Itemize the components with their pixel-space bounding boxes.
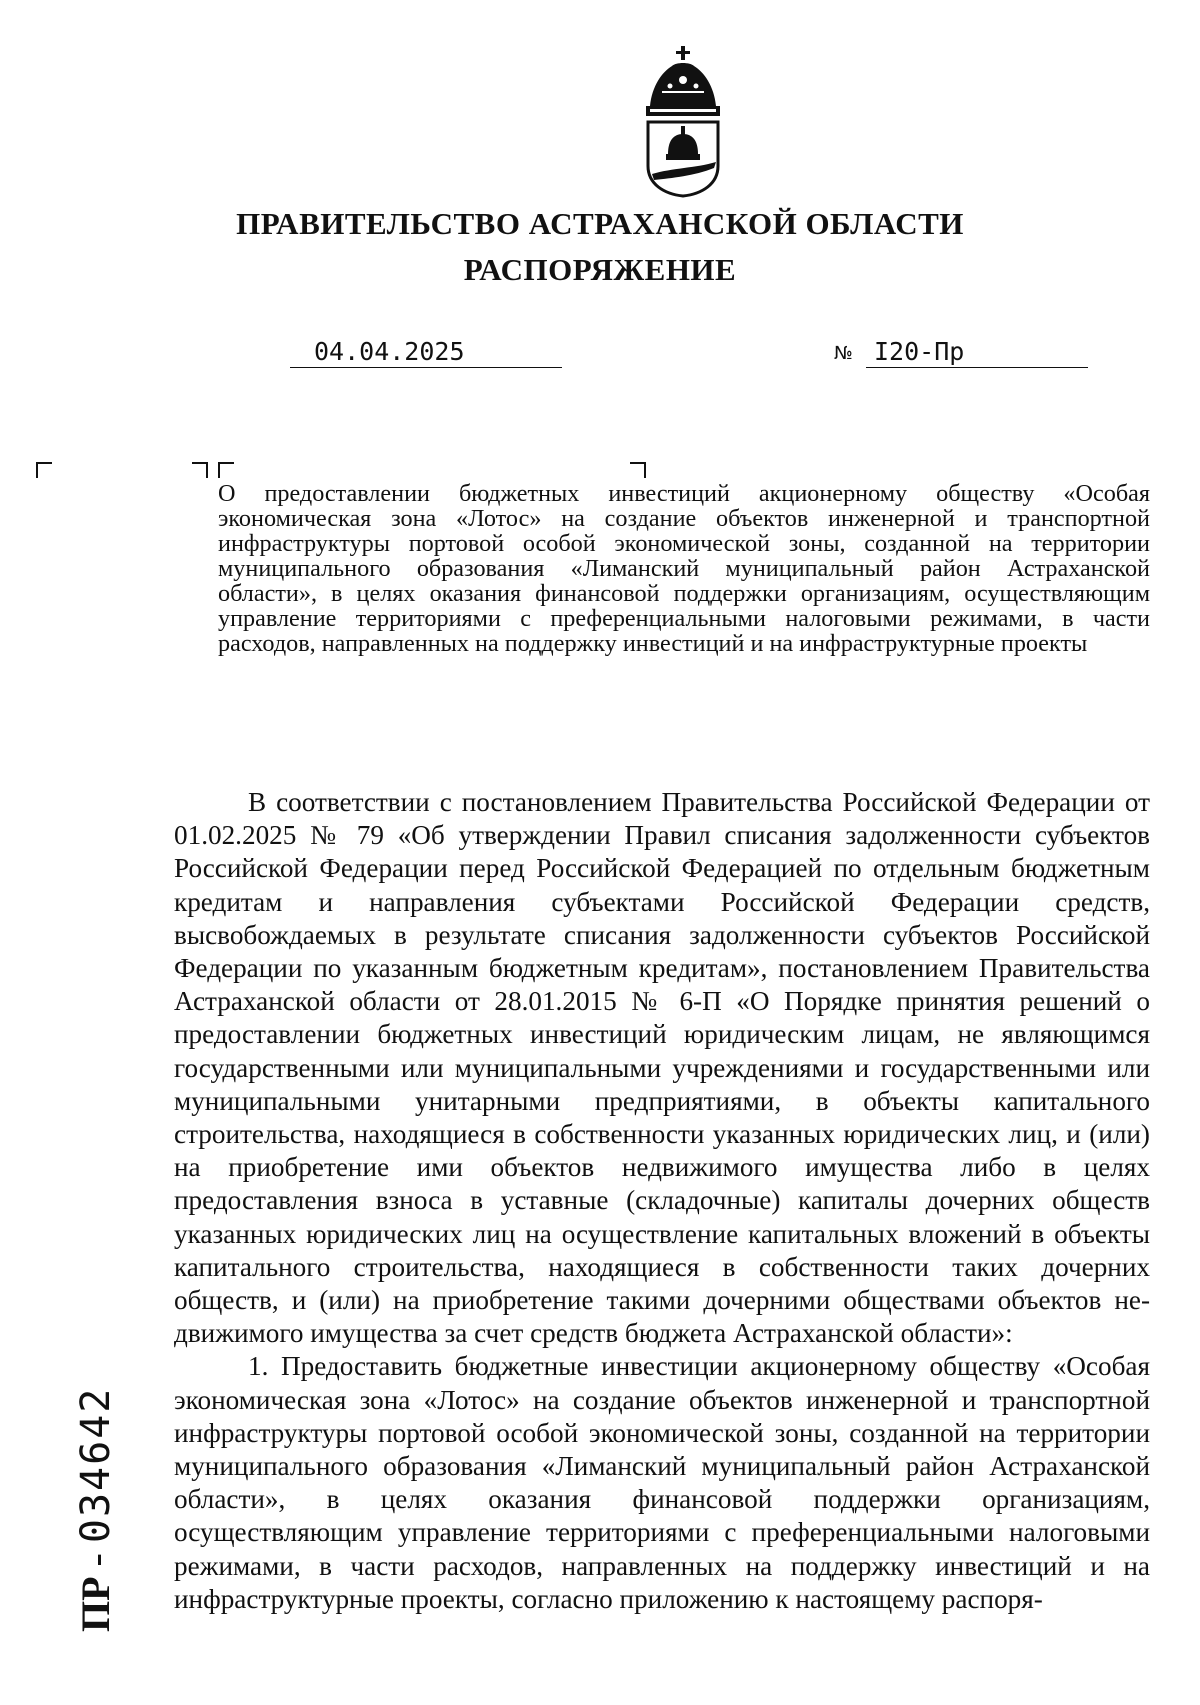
coat-of-arms-icon xyxy=(642,46,724,198)
document-body xyxy=(174,786,1150,1616)
margin-bracket-left xyxy=(36,462,52,478)
preamble-paragraph: В соответствии с постановлением Правительства Российской Федерации от 01.02.2025 № 79 «Об утверждении Правил списания задолженности субъектов Российской Федерации перед Российской Федерацией по отдельным бюджетным кредитам и направления субъектами Российской Федерации средств, высвобождаемых в результате списания задолженности субъектов Российской Федерации по указанным бюджетным кредитам», постановлением Правительства Астраханской области от 28.01.2015 № 6-П «О Порядке принятия решений о предоставлении бюджетных инвестиций юридическим лицам, не являющимся государственными или муниципальными учреждениями и государственными или муниципальными унитарными предприятиями, в объекты капитального строительства, находящиеся в собственности указанных юридических лиц, и (или) на приобретение ими объектов недвижимого имущества либо в целях предоставления взноса в уставные (складочные) капиталы дочерних обществ указанных юридических лиц на осуществление капитальных вложений в объекты капитального строительства, находящиеся в собственности таких дочерних обществ, и (или) на приобретение такими дочерними обществами объектов недвижимого имущества за счет средств бюджета Астраханской области»: xyxy=(174,787,1150,1349)
stamp-serial: 034642 xyxy=(73,1386,119,1544)
document-type: РАСПОРЯЖЕНИЕ xyxy=(463,252,737,287)
document-date: 04.04.2025 xyxy=(290,337,562,368)
stamp-separator: - xyxy=(73,1543,118,1577)
item-1-paragraph: 1. Предоставить бюджетные инвестиции акционерному обществу «Особая экономическая зона «Лотос» на создание объектов инженерной и транспортной инфраструктуры портовой особой экономической зоны, созданной на территории муниципального образования «Лиманский муниципальный район Астраханской области», в целях оказания финансовой поддержки организациям, осуществляющим управление территориями с преференциальными налоговыми режимами, в части расходов, направленных на поддержку инвестиций и на инфраструктурные проекты, согласно приложению к настоящему распоря- xyxy=(174,1351,1150,1614)
stamp-prefix: ПР xyxy=(73,1576,118,1632)
document-subject: О предоставлении бюджетных инвестиций акционерному обществу «Особая экономическая зона «Лотос» на создание объектов инженерной и транспортной инфраструктуры портовой особой экономической зоны, созданной на территории муниципального образования «Лиманский муниципальный район Астраханской области», в целях оказания финансовой поддержки организациям, осуществляющим управление территориями с преференциальными налоговыми режимами, в части расходов, направленных на поддержку инвестиций и на инфраструктурные проекты xyxy=(218,480,1150,657)
subject-bracket-inner-right xyxy=(192,462,208,478)
subject-bracket-left xyxy=(218,462,234,478)
number-sign: № xyxy=(834,343,853,364)
government-title: ПРАВИТЕЛЬСТВО АСТРАХАНСКОЙ ОБЛАСТИ xyxy=(236,206,964,241)
document-number: I20-Пр xyxy=(866,337,1088,368)
subject-bracket-right xyxy=(630,462,646,478)
side-serial-stamp xyxy=(73,1386,119,1632)
